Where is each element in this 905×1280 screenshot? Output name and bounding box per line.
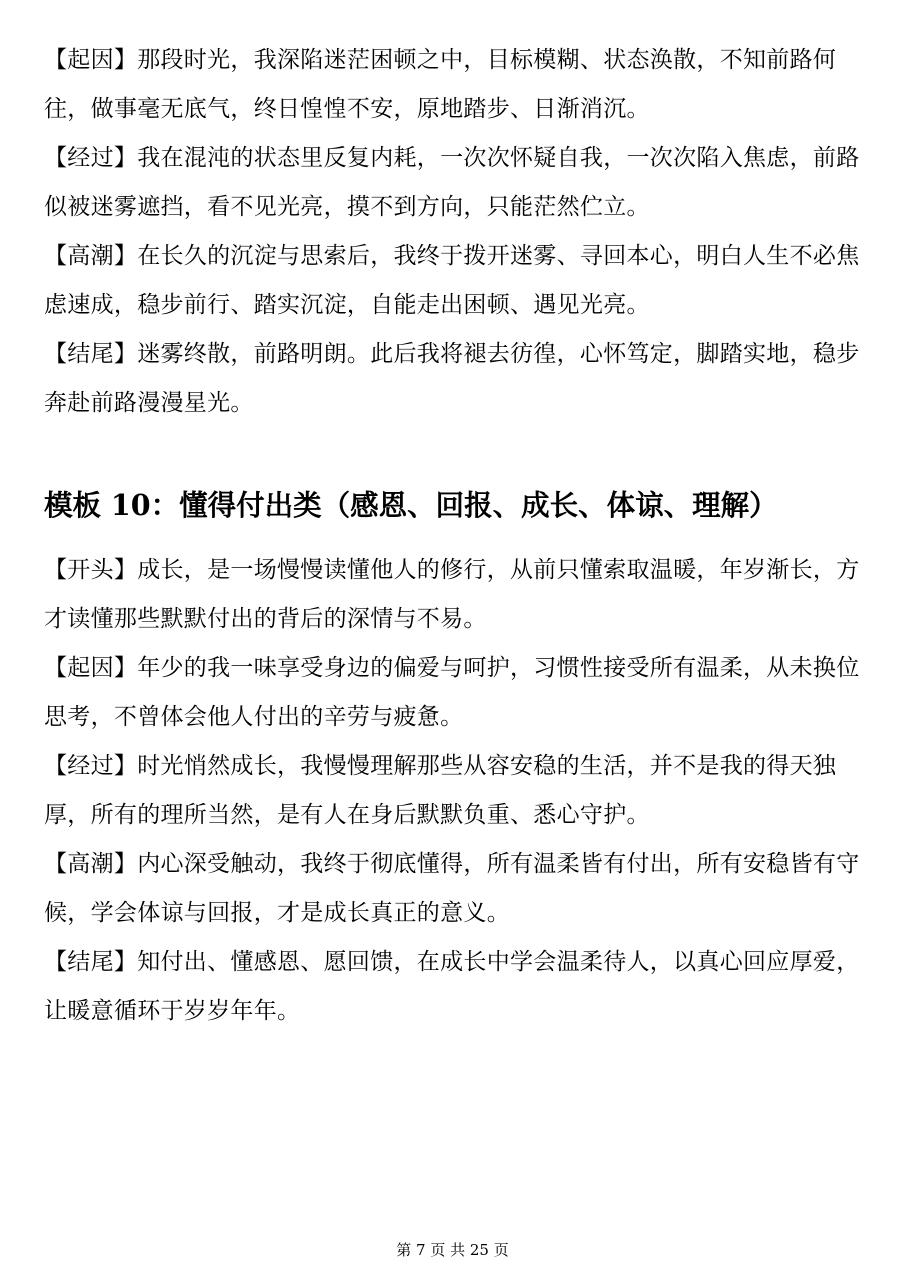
paragraph-climax: 【高潮】内心深受触动，我终于彻底懂得，所有温柔皆有付出，所有安稳皆有守候，学会体谅与回报，才是成长真正的意义。 <box>44 851 860 926</box>
story-section-template-10 <box>44 546 864 1036</box>
paragraph-process: 【经过】我在混沌的状态里反复内耗，一次次怀疑自我，一次次陷入焦虑，前路似被迷雾遮挡，看不见光亮，摸不到方向，只能茫然伫立。 <box>44 145 860 220</box>
template-10-heading: 模板 10：懂得付出类（感恩、回报、成长、体谅、理解） <box>44 488 778 522</box>
paragraph-ending: 【结尾】知付出、懂感恩、愿回馈，在成长中学会温柔待人，以真心回应厚爱，让暖意循环于岁岁年年。 <box>44 949 860 1024</box>
paragraph-ending: 【结尾】迷雾终散，前路明朗。此后我将褪去彷徨，心怀笃定，脚踏实地，稳步奔赴前路漫漫星光。 <box>44 341 860 416</box>
paragraph-cause: 【起因】年少的我一味享受身边的偏爱与呵护，习惯性接受所有温柔，从未换位思考，不曾体会他人付出的辛劳与疲惫。 <box>44 655 860 730</box>
paragraph-cause: 【起因】那段时光，我深陷迷茫困顿之中，目标模糊、状态涣散，不知前路何往，做事毫无底气，终日惶惶不安，原地踏步、日渐消沉。 <box>44 47 837 122</box>
paragraph-opening: 【开头】成长，是一场慢慢读懂他人的修行，从前只懂索取温暖，年岁渐长，方才读懂那些默默付出的背后的深情与不易。 <box>44 557 860 632</box>
paragraph-process: 【经过】时光悄然成长，我慢慢理解那些从容安稳的生活，并不是我的得天独厚，所有的理所当然，是有人在身后默默负重、悉心守护。 <box>44 753 837 828</box>
paragraph-climax: 【高潮】在长久的沉淀与思索后，我终于拨开迷雾、寻回本心，明白人生不必焦虑速成，稳步前行、踏实沉淀，自能走出困顿、遇见光亮。 <box>44 243 860 318</box>
story-section-previous <box>44 36 864 428</box>
page-number-footer: 第 7 页 共 25 页 <box>396 1241 509 1259</box>
